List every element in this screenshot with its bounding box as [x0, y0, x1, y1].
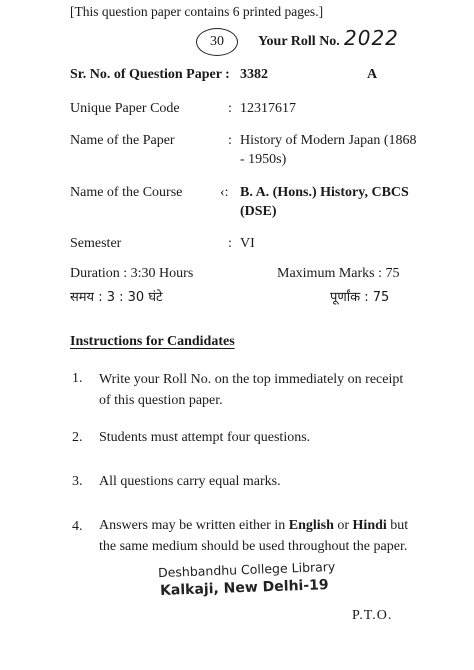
library-stamp-line1: Deshbandhu College Library [157, 558, 336, 581]
instruction-item-1: Write your Roll No. on the top immediately on receipt of this question paper. [99, 372, 404, 408]
semester-value: VI [240, 236, 255, 251]
duration: Duration : 3:30 Hours [70, 266, 194, 281]
maximum-marks: Maximum Marks : 75 [277, 266, 400, 281]
course-name-label: Name of the Course [70, 185, 183, 200]
instruction-number: 4. [72, 519, 83, 534]
course-name-value-line1: B. A. (Hons.) History, CBCS [240, 185, 409, 200]
duration-hindi: समय : 3 : 30 घंटे [70, 290, 163, 305]
semester-label: Semester [70, 236, 122, 251]
paper-name-label: Name of the Paper [70, 133, 175, 148]
paper-name-value-line1: History of Modern Japan (1868 [240, 133, 417, 148]
semester-colon: : [228, 236, 232, 251]
maximum-marks-hindi: पूर्णांक : 75 [330, 290, 390, 305]
paper-code-label: Unique Paper Code [70, 101, 180, 116]
instruction-number: 1. [72, 371, 83, 386]
instruction-item-2: Students must attempt four questions. [99, 430, 311, 445]
paper-code-colon: : [228, 101, 232, 116]
paper-name-value-line2: - 1950s) [240, 152, 287, 167]
roll-value: 2022 [344, 26, 399, 50]
roll-label: Your Roll No. [258, 34, 340, 49]
instruction-number: 2. [72, 430, 83, 445]
pto-label: P.T.O. [352, 608, 393, 623]
paper-code-value: 12317617 [240, 101, 296, 116]
instruction-item-4: Answers may be written either in English or Hindi but the same medium should be used throughout the paper. [99, 518, 409, 554]
language-hindi: Hindi [352, 518, 387, 533]
instruction-item-3: All questions carry equal marks. [99, 474, 281, 489]
course-name-colon: ‹: [220, 185, 229, 200]
library-stamp-line2: Kalkaji, New Delhi-19 [159, 577, 329, 599]
set-letter: A [367, 67, 378, 82]
instructions-heading: Instructions for Candidates [70, 334, 235, 349]
instruction-number: 3. [72, 474, 83, 489]
circled-number: 30 [196, 28, 238, 56]
paper-name-colon: : [228, 133, 232, 148]
course-name-value-line2: (DSE) [240, 204, 277, 219]
language-english: English [288, 518, 334, 533]
sr-no-value: 3382 [240, 67, 268, 82]
page-count-note: [This question paper contains 6 printed pages.] [70, 4, 324, 19]
sr-no-label: Sr. No. of Question Paper : [70, 67, 230, 82]
